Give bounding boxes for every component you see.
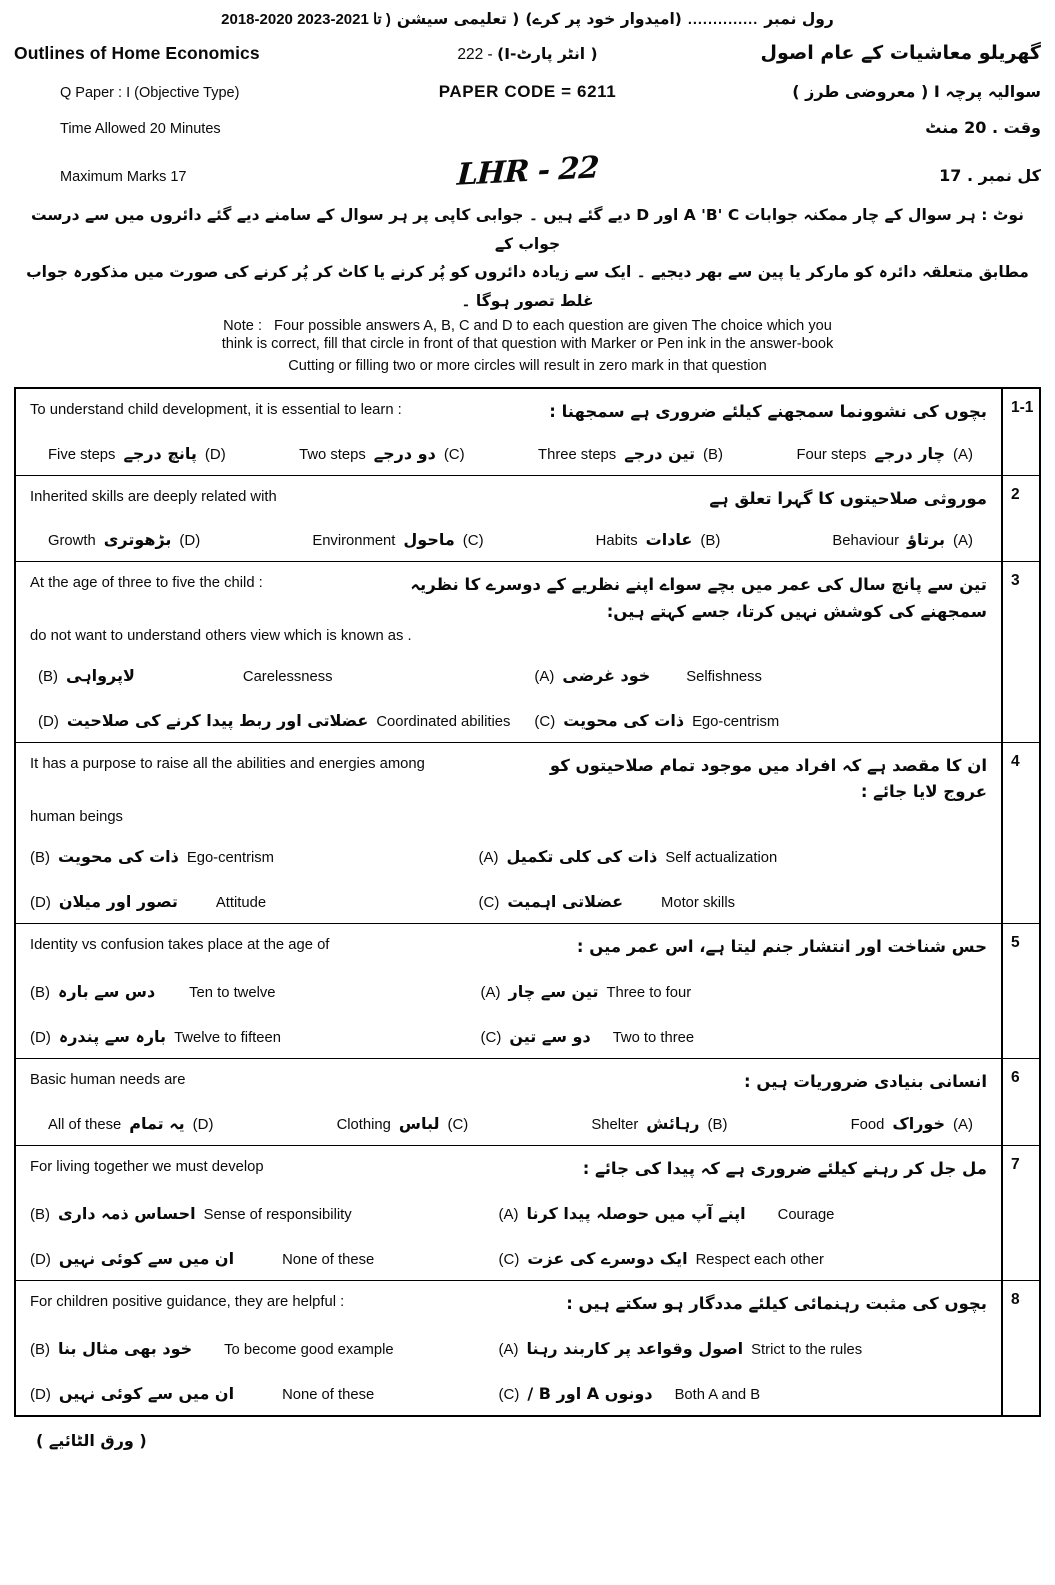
time-allowed-row: [14, 118, 1041, 138]
question-number: 4: [1002, 743, 1040, 924]
option-letter: (D): [204, 445, 226, 463]
option-text-ur: اصول وقواعد پر کاربند رہنا: [526, 1339, 744, 1359]
paper-code-row: [14, 82, 1041, 102]
option-a[interactable]: [796, 444, 973, 463]
option-text-en: Four steps: [796, 446, 867, 463]
subject-row: [14, 42, 1041, 64]
subject-title-en: Outlines of Home Economics: [14, 43, 260, 63]
options-grid: [30, 847, 987, 911]
option-text-ur: خود بھی مثال بنا: [58, 1339, 193, 1359]
table-row: [15, 1059, 1040, 1145]
question-cell: [15, 743, 1002, 924]
option-a[interactable]: [481, 982, 932, 1001]
question-stem-en-line2: do not want to understand others view which is known as .: [30, 628, 412, 645]
option-text-ur: لاپرواہی: [66, 666, 135, 686]
question-stem-ur: انسانی بنیادی ضروریات ہیں :: [744, 1072, 987, 1092]
option-text-en: Both A and B: [674, 1387, 761, 1404]
option-text-ur: ان میں سے کوئی نہیں: [58, 1384, 235, 1404]
question-number: 3: [1002, 562, 1040, 743]
paper-code: PAPER CODE = 6211: [438, 82, 617, 101]
table-row: [15, 1280, 1040, 1416]
question-stem-ur: حس شناخت اور انتشار جنم لیتا ہے، اس عمر میں :: [576, 936, 987, 956]
options-grid: [30, 982, 987, 1046]
option-text-en: Sense of responsibility: [203, 1206, 352, 1223]
option-letter: (A): [952, 532, 973, 550]
max-marks-en: Maximum Marks 17: [60, 169, 187, 185]
question-stem-en: It has a purpose to raise all the abilities and energies among: [30, 756, 425, 773]
option-text-en: Ego-centrism: [186, 849, 275, 866]
option-letter: (D): [30, 1029, 51, 1047]
option-letter: (D): [179, 532, 201, 550]
option-text-en: Attitude: [215, 894, 267, 911]
option-letter: (B): [30, 1205, 51, 1223]
option-text-en: Shelter: [591, 1116, 639, 1133]
note-urdu-line-1: نوٹ : ہر سوال کے چار ممکنہ جوابات A 'B' C اور D دیے گئے ہیں ۔ جوابی کاپی پر ہر سوال کے سامنے دیے گئے دائروں میں سے درست جواب کے: [31, 206, 1024, 253]
option-text-en: Ten to twelve: [189, 985, 276, 1002]
option-text-ur: ذات کی کلی تکمیل: [506, 846, 658, 866]
question-stem-ur: تین سے پانچ سال کی عمر میں بچے سواے اپنے نظریے کے دوسرے کا نظریہ سمجھنے کی کوشش نہیں کرتا، جسے کہتے ہیں:: [410, 575, 987, 621]
option-b[interactable]: [30, 847, 479, 866]
paper-part: ( انٹر پارٹ-I): [497, 45, 598, 63]
option-c[interactable]: [299, 444, 465, 463]
option-text-en: Two to three: [612, 1030, 695, 1047]
option-letter: (D): [30, 1250, 51, 1268]
question-stem-en: Inherited skills are deeply related with: [30, 488, 277, 505]
option-text-en: Food: [850, 1116, 885, 1133]
option-d[interactable]: [38, 711, 534, 730]
question-number: 2: [1002, 475, 1040, 561]
question-stem-ur: مل جل کر رہنے کیلئے ضروری ہے کہ پیدا کی جائے :: [582, 1158, 987, 1178]
option-letter: (B): [30, 848, 51, 866]
option-text-en: Environment: [312, 533, 396, 550]
option-letter: (A): [534, 668, 555, 686]
option-text-en: To become good example: [224, 1342, 394, 1359]
option-text-ur: بڑھوتری: [103, 530, 172, 550]
option-d[interactable]: [48, 444, 226, 463]
table-row: [15, 743, 1040, 924]
option-text-en: Clothing: [336, 1116, 391, 1133]
table-row: [15, 923, 1040, 1058]
option-b[interactable]: [30, 1204, 499, 1223]
question-stem: [30, 1291, 987, 1317]
option-text-ur: ذات کی محویت: [58, 846, 179, 866]
page-header: [0, 0, 1055, 193]
question-stem-en: Identity vs confusion takes place at the age of: [30, 936, 330, 953]
question-stem-en: For children positive guidance, they are helpful :: [30, 1293, 345, 1310]
instructions-note: [0, 201, 1055, 377]
option-text-ur: لباس: [398, 1113, 440, 1133]
option-text-ur: تین سے چار: [508, 982, 599, 1002]
option-d[interactable]: [30, 1384, 499, 1403]
questions-table: [14, 387, 1041, 1417]
option-letter: (C): [462, 532, 484, 550]
options-grid: [30, 666, 987, 730]
option-text-en: Ego-centrism: [692, 714, 780, 731]
question-stem-ur: بچوں کی نشوونما سمجھنے کیلئے ضروری ہے سمجھنا :: [549, 402, 987, 422]
option-text-ur: احساس ذمہ داری: [58, 1203, 196, 1223]
option-c[interactable]: [534, 711, 979, 730]
option-text-ur: ایک دوسرے کی عزت: [527, 1248, 688, 1268]
option-b[interactable]: [591, 1114, 727, 1133]
option-text-en: Strict to the rules: [751, 1342, 863, 1359]
option-text-en: Motor skills: [661, 894, 736, 911]
option-letter: (C): [534, 713, 556, 731]
option-text-en: None of these: [282, 1251, 375, 1268]
option-text-ur: دونوں A اور B /: [527, 1384, 653, 1404]
page-footer: [36, 1431, 1055, 1451]
option-letter: (B): [703, 445, 724, 463]
option-a[interactable]: [499, 1339, 968, 1358]
option-b[interactable]: [30, 1339, 499, 1358]
note-urdu-line-2: مطابق متعلقہ دائرہ کو مارکر یا پین سے بھر دیجیے ۔ ایک سے زیادہ دائروں کو پُر کرنے یا کاٹ کر پُر کرنے کی صورت میں مذکورہ جواب غلط تصور ہوگا ۔: [26, 263, 1029, 311]
option-text-en: Habits: [595, 533, 638, 550]
option-letter: (C): [480, 1029, 502, 1047]
option-b[interactable]: [30, 982, 481, 1001]
table-row: [15, 388, 1040, 475]
options-grid: [30, 1339, 987, 1403]
option-text-en: Self actualization: [665, 849, 778, 866]
option-b[interactable]: [38, 666, 534, 685]
roll-no-line: [14, 0, 1041, 28]
table-row: [15, 1145, 1040, 1280]
option-text-en: Three to four: [606, 985, 692, 1002]
note-en-line-3: Cutting or filling two or more circles will result in zero mark in that question: [288, 357, 767, 374]
question-cell: [15, 562, 1002, 743]
candidate-note: (امیدوار خود پر کرے): [525, 10, 682, 28]
option-letter: (D): [30, 893, 51, 911]
option-text-en: Two steps: [299, 446, 366, 463]
option-c[interactable]: [481, 1027, 932, 1046]
option-letter: (B): [30, 1341, 51, 1359]
time-allowed-ur: وقت . 20 منٹ: [925, 118, 1041, 137]
option-text-en: None of these: [282, 1387, 375, 1404]
question-stem: [30, 572, 987, 625]
question-stem: [30, 753, 987, 806]
option-letter: (A): [953, 445, 973, 463]
question-stem: [30, 399, 987, 425]
table-row: [15, 562, 1040, 743]
question-stem-en: Basic human needs are: [30, 1072, 186, 1089]
subject-title-ur: گھریلو معاشیات کے عام اصول: [760, 42, 1041, 64]
roll-no-label: رول نمبر: [764, 10, 834, 28]
question-cell: [15, 923, 1002, 1058]
option-letter: (D): [192, 1115, 214, 1133]
question-number: 7: [1002, 1145, 1040, 1280]
option-letter: (B): [707, 1115, 728, 1133]
question-number: 1-1: [1002, 388, 1040, 475]
option-text-en: Three steps: [538, 446, 617, 463]
question-number: 5: [1002, 923, 1040, 1058]
option-letter: (C): [443, 445, 465, 463]
option-letter: (C): [478, 893, 500, 911]
option-d[interactable]: [48, 530, 200, 549]
question-stem: [30, 486, 987, 512]
option-text-ur: خود غرضی: [562, 666, 651, 686]
option-a[interactable]: [499, 1204, 968, 1223]
option-letter: (B): [700, 532, 721, 550]
question-cell: [15, 1145, 1002, 1280]
option-text-ur: عضلاتی اور ربط پیدا کرنے کی صلاحیت: [66, 711, 369, 731]
question-stem-en: At the age of three to five the child :: [30, 575, 263, 592]
paper-number-en: Q Paper : I (Objective Type): [60, 85, 240, 101]
option-c[interactable]: [312, 530, 483, 549]
option-text-en: Carelessness: [242, 669, 333, 686]
option-c[interactable]: [499, 1384, 968, 1403]
options-row: [30, 530, 987, 549]
note-en-line-1: Four possible answers A, B, C and D to each question are given The choice which you: [274, 317, 832, 334]
option-letter: (C): [447, 1115, 469, 1133]
max-marks-ur: کل نمبر . 17: [939, 166, 1041, 185]
centre-handwritten-mark: LHR - 22: [455, 150, 600, 193]
option-text-ur: دو درجے: [373, 443, 436, 463]
question-cell: [15, 388, 1002, 475]
paper-number-ur: سوالیہ پرچہ I ( معروضی طرز ): [792, 82, 1041, 101]
option-a[interactable]: [479, 847, 928, 866]
question-cell: [15, 1059, 1002, 1145]
option-text-ur: عضلاتی اہمیت: [507, 891, 624, 911]
option-text-ur: بارہ سے پندرہ: [58, 1027, 167, 1047]
option-text-en: Coordinated abilities: [376, 714, 511, 731]
option-b[interactable]: [538, 444, 723, 463]
question-stem-en: For living together we must develop: [30, 1158, 264, 1175]
option-text-ur: رہائش: [646, 1113, 700, 1133]
option-text-en: Growth: [48, 533, 96, 550]
option-a[interactable]: [851, 1114, 973, 1133]
question-stem-ur: ان کا مقصد ہے کہ افراد میں موجود تمام صلاحیتوں کو عروج لایا جائے :: [549, 756, 987, 802]
option-text-ur: ذات کی محویت: [563, 711, 685, 731]
time-allowed-en: Time Allowed 20 Minutes: [60, 121, 221, 137]
option-a[interactable]: [534, 666, 979, 685]
option-d[interactable]: [30, 892, 479, 911]
option-text-ur: چار درجے: [874, 443, 945, 463]
question-number: 8: [1002, 1280, 1040, 1416]
option-text-en: Selfishness: [686, 669, 762, 686]
option-letter: (A): [480, 984, 501, 1002]
options-row: [30, 444, 987, 463]
paper-serial: 222 -: [457, 46, 493, 63]
option-text-ur: پانچ درجے: [123, 443, 197, 463]
turn-over-note: ( ورق الٹائیے ): [36, 1431, 147, 1451]
option-text-en: All of these: [48, 1116, 122, 1133]
question-stem-ur: بچوں کی مثبت رہنمائی کیلئے مددگار ہو سکتے ہیں :: [566, 1293, 987, 1313]
option-text-en: Behaviour: [832, 533, 900, 550]
option-letter: (B): [30, 984, 51, 1002]
question-stem-en: To understand child development, it is essential to learn :: [30, 402, 402, 419]
option-text-ur: اپنے آپ میں حوصلہ پیدا کرنا: [526, 1203, 746, 1223]
question-stem-en-line2: human beings: [30, 808, 123, 825]
option-letter: (A): [498, 1341, 519, 1359]
session-label: ( تعلیمی سیشن: [396, 10, 520, 28]
note-en-line-2: think is correct, fill that circle in front of that question with Marker or Pen ink in the answer-book: [221, 335, 834, 352]
option-text-en: Twelve to fifteen: [174, 1030, 281, 1047]
option-text-ur: یہ تمام: [129, 1113, 185, 1133]
question-cell: [15, 1280, 1002, 1416]
option-c[interactable]: [499, 1249, 968, 1268]
session-years: 2018-2020 تا 2021-2023 ): [221, 11, 391, 28]
options-grid: [30, 1204, 987, 1268]
question-cell: [15, 475, 1002, 561]
option-b[interactable]: [596, 530, 721, 549]
option-letter: (A): [498, 1205, 519, 1223]
question-stem: [30, 1156, 987, 1182]
question-stem: [30, 1069, 987, 1095]
option-text-en: Courage: [777, 1206, 835, 1223]
option-letter: (C): [498, 1386, 520, 1404]
max-marks-row: [14, 150, 1041, 193]
note-label: Note :: [223, 317, 263, 334]
options-row: [30, 1114, 987, 1133]
question-number: 6: [1002, 1059, 1040, 1145]
table-row: [15, 475, 1040, 561]
option-d[interactable]: [48, 1114, 213, 1133]
option-letter: (A): [478, 848, 499, 866]
option-letter: (D): [38, 713, 59, 731]
questions-table-body: [15, 388, 1040, 1416]
option-text-ur: ماحول: [403, 530, 455, 550]
option-a[interactable]: [832, 530, 973, 549]
option-c[interactable]: [337, 1114, 469, 1133]
option-letter: (B): [38, 668, 59, 686]
option-letter: (D): [30, 1386, 51, 1404]
option-text-ur: دو سے تین: [509, 1027, 591, 1047]
option-text-en: Five steps: [48, 446, 116, 463]
option-c[interactable]: [479, 892, 928, 911]
option-d[interactable]: [30, 1249, 499, 1268]
option-text-ur: برتاؤ: [907, 530, 945, 550]
option-text-ur: ان میں سے کوئی نہیں: [58, 1248, 235, 1268]
option-text-ur: خوراک: [892, 1113, 945, 1133]
question-stem: [30, 934, 987, 960]
option-text-en: Respect each other: [695, 1251, 824, 1268]
question-stem-ur: موروثی صلاحیتوں کا گہرا تعلق ہے: [709, 488, 987, 508]
option-text-ur: تصور اور میلان: [58, 891, 178, 911]
option-letter: (C): [498, 1250, 520, 1268]
option-d[interactable]: [30, 1027, 481, 1046]
roll-no-dots: ..............: [687, 12, 759, 28]
option-text-ur: تین درجے: [624, 443, 696, 463]
option-text-ur: دس سے بارہ: [58, 982, 156, 1002]
option-text-ur: عادات: [645, 530, 693, 550]
option-letter: (A): [952, 1115, 973, 1133]
